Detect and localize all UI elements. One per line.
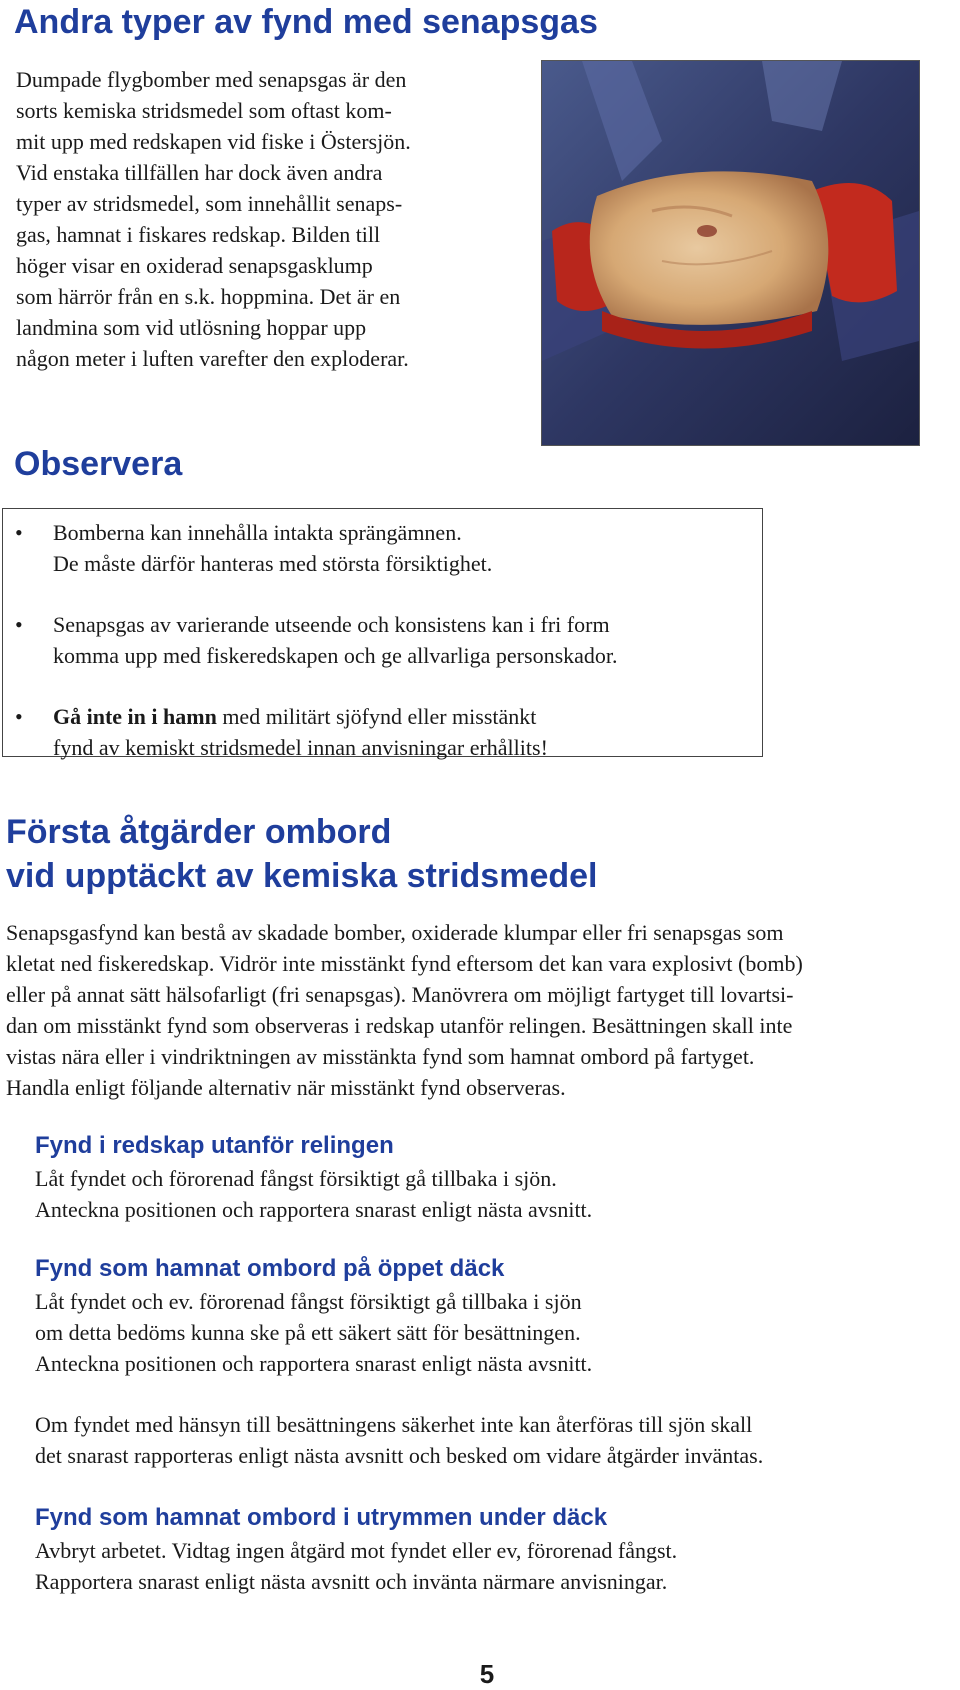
- observe-item: [53, 609, 753, 671]
- intro-line: Vid enstaka tillfällen har dock även andra: [16, 160, 383, 185]
- intro-line: Dumpade flygbomber med senapsgas är den: [16, 67, 407, 92]
- observe-heading: Observera: [14, 445, 183, 483]
- observe-item: [53, 701, 753, 763]
- body-line: Anteckna positionen och rapportera snarast enligt nästa avsnitt.: [35, 1351, 593, 1376]
- body-line: eller på annat sätt hälsofarligt (fri senapsgas). Manövrera om möjligt fartyget till lovartsi-: [6, 982, 794, 1007]
- observe-line-rest: med militärt sjöfynd eller misstänkt: [216, 704, 537, 729]
- body-line: Handla enligt följande alternativ när misstänkt fynd observeras.: [6, 1075, 566, 1100]
- observe-line: Senapsgas av varierande utseende och konsistens kan i fri form: [53, 612, 610, 637]
- observe-line: [53, 701, 753, 732]
- section-body-outside-rail: [35, 1163, 935, 1225]
- observe-line: Bomberna kan innehålla intakta sprängämnen.: [53, 520, 462, 545]
- body-line: Senapsgasfynd kan bestå av skadade bomber, oxiderade klumpar eller fri senapsgas som: [6, 920, 784, 945]
- section-extra-open-deck: [35, 1409, 935, 1471]
- first-actions-heading-line: Första åtgärder ombord: [6, 813, 392, 851]
- section-body-open-deck: [35, 1286, 935, 1379]
- intro-line: gas, hamnat i fiskares redskap. Bilden till: [16, 222, 381, 247]
- intro-paragraph: [16, 64, 516, 374]
- section-body-below-deck: [35, 1535, 935, 1597]
- body-line: Anteckna positionen och rapportera snarast enligt nästa avsnitt.: [35, 1197, 593, 1222]
- observe-line: fynd av kemiskt stridsmedel innan anvisningar erhållits!: [53, 735, 548, 760]
- observe-line: De måste därför hanteras med största försiktighet.: [53, 551, 493, 576]
- bullet-glyph: •: [15, 520, 23, 545]
- section-heading-outside-rail: Fynd i redskap utanför relingen: [35, 1132, 394, 1159]
- body-line: dan om misstänkt fynd som observeras i redskap utanför relingen. Besättningen skall inte: [6, 1013, 793, 1038]
- intro-line: sorts kemiska stridsmedel som oftast kom-: [16, 98, 392, 123]
- observe-item: [53, 517, 753, 579]
- body-line: Låt fyndet och förorenad fångst försiktigt gå tillbaka i sjön.: [35, 1166, 557, 1191]
- body-line: Låt fyndet och ev. förorenad fångst försiktigt gå tillbaka i sjön: [35, 1289, 582, 1314]
- intro-line: någon meter i luften varefter den exploderar.: [16, 346, 409, 371]
- section-heading-open-deck: Fynd som hamnat ombord på öppet däck: [35, 1255, 505, 1282]
- body-line: vistas nära eller i vindriktningen av misstänkta fynd som hamnat ombord på fartyget.: [6, 1044, 755, 1069]
- first-actions-heading: [6, 810, 597, 898]
- mustard-gas-lump-photo: [541, 60, 920, 446]
- body-line: Om fyndet med hänsyn till besättningens säkerhet inte kan återföras till sjön skall: [35, 1412, 753, 1437]
- first-actions-heading-line: vid upptäckt av kemiska stridsmedel: [6, 857, 598, 895]
- intro-line: typer av stridsmedel, som innehållit senaps-: [16, 191, 403, 216]
- first-actions-paragraph: [6, 917, 946, 1103]
- page-number: 5: [479, 1659, 495, 1689]
- observe-line: komma upp med fiskeredskapen och ge allvarliga personskador.: [53, 643, 618, 668]
- section-heading-below-deck: Fynd som hamnat ombord i utrymmen under däck: [35, 1504, 608, 1531]
- emphasis-text: Gå inte in i hamn: [53, 704, 217, 729]
- body-line: Avbryt arbetet. Vidtag ingen åtgärd mot fyndet eller ev, förorenad fångst.: [35, 1538, 678, 1563]
- body-line: kletat ned fiskeredskap. Vidrör inte misstänkt fynd eftersom det kan vara explosivt (bomb): [6, 951, 803, 976]
- photo-illustration: [542, 61, 919, 445]
- intro-line: landmina som vid utlösning hoppar upp: [16, 315, 367, 340]
- bullet-glyph: •: [15, 704, 23, 729]
- body-line: det snarast rapporteras enligt nästa avsnitt och besked om vidare åtgärder inväntas.: [35, 1443, 764, 1468]
- intro-line: mit upp med redskapen vid fiske i Östersjön.: [16, 129, 411, 154]
- body-line: om detta bedöms kunna ske på ett säkert sätt för besättningen.: [35, 1320, 581, 1345]
- bullet-glyph: •: [15, 612, 23, 637]
- page-title: Andra typer av fynd med senapsgas: [14, 3, 598, 41]
- body-line: Rapportera snarast enligt nästa avsnitt och invänta närmare anvisningar.: [35, 1569, 668, 1594]
- intro-line: höger visar en oxiderad senapsgasklump: [16, 253, 373, 278]
- observe-box: [2, 508, 763, 760]
- intro-line: som härrör från en s.k. hoppmina. Det är en: [16, 284, 401, 309]
